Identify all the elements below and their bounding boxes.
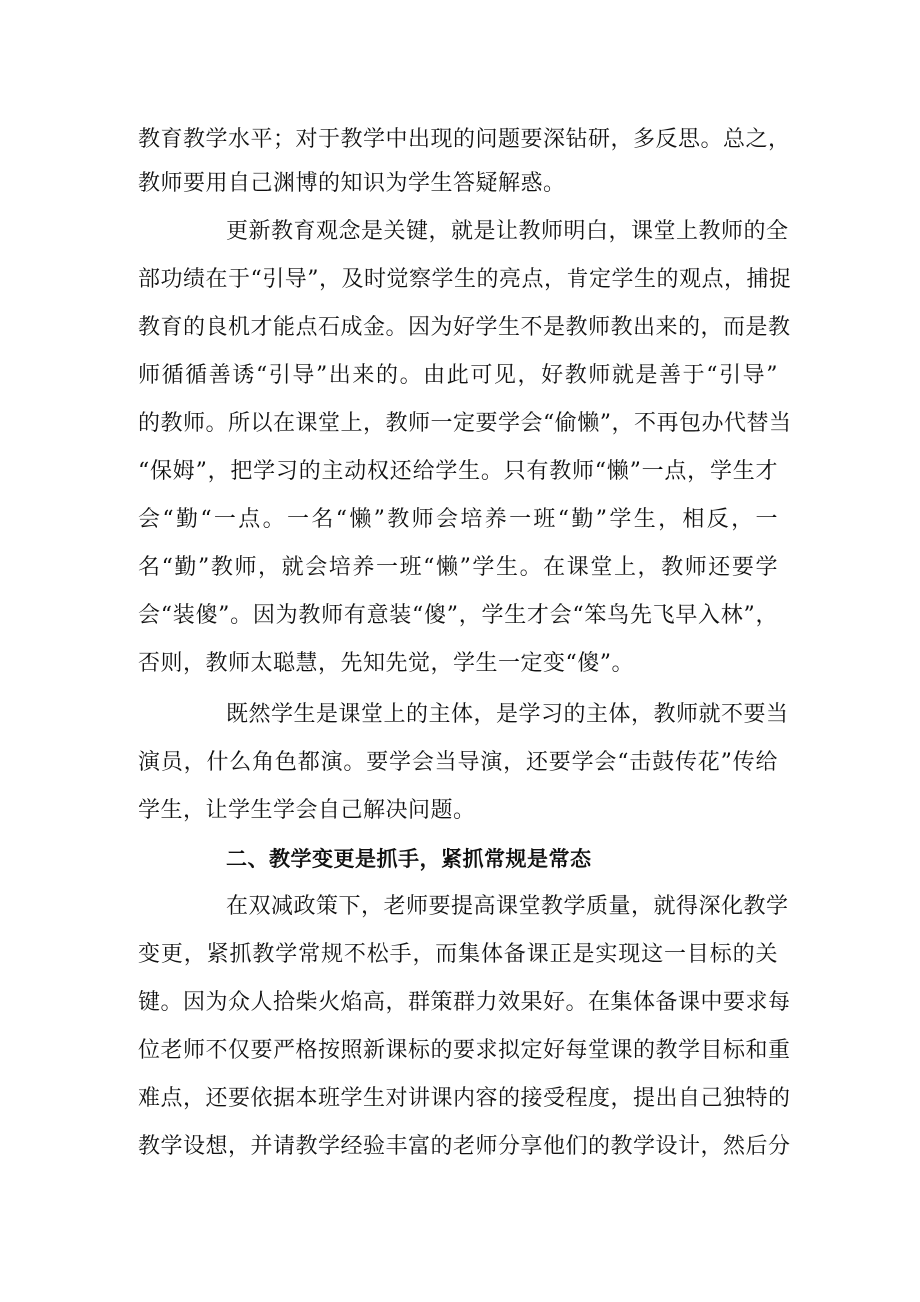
paragraph-3-line-1: 既然学生是课堂上的主体，是学习的主体，教师就不要当 [226,702,789,727]
paragraph-3-line-3: 学生，让学生学会自己解决问题。 [138,798,476,823]
paragraph-3-line-2: 演员，什么角色都演。要学会当导演，还要学会“击鼓传花”传给 [138,750,778,775]
paragraph-1-line-2: 教师要用自己渊博的知识为学生答疑解惑。 [138,171,566,196]
paragraph-2-line-9: 会“装傻”。因为教师有意装“傻”，学生才会“笨鸟先飞早入林”， [138,603,778,628]
paragraph-2-line-2: 部功绩在于“引导”，及时觉察学生的亮点，肯定学生的观点，捕捉 [138,267,792,292]
paragraph-2-line-8: 名“勤”教师，就会培养一班“懒”学生。在课堂上，教师还要学 [138,555,778,580]
paragraph-4-line-5: 难点，还要依据本班学生对讲课内容的接受程度，提出自己独特的 [138,1086,791,1111]
paragraph-2-line-10: 否则，教师太聪慧，先知先觉，学生一定变“傻”。 [138,651,634,676]
paragraph-4-line-3: 键。因为众人拾柴火焰高，群策群力效果好。在集体备课中要求每 [138,990,791,1015]
paragraph-4-line-6: 教学设想，并请教学经验丰富的老师分享他们的教学设计，然后分 [138,1134,791,1159]
paragraph-2-line-5: 的教师。所以在课堂上，教师一定要学会“偷懒”，不再包办代替当 [138,411,792,436]
paragraph-4-line-1: 在双减政策下，老师要提高课堂教学质量，就得深化教学 [226,894,789,919]
paragraph-4-line-4: 位老师不仅要严格按照新课标的要求拟定好每堂课的教学目标和重 [138,1038,791,1063]
section-heading: 二、教学变更是抓手，紧抓常规是常态 [226,847,592,871]
paragraph-2-line-3: 教育的良机才能点石成金。因为好学生不是教师教出来的，而是教 [138,315,791,340]
paragraph-2-line-1: 更新教育观念是关键，就是让教师明白，课堂上教师的全 [226,219,789,244]
paragraph-2-line-7: 会“勤“一点。一名“懒”教师会培养一班“勤”学生，相反，一 [138,507,778,532]
paragraph-2-line-4: 师循循善诱“引导”出来的。由此可见，好教师就是善于“引导” [138,363,778,388]
paragraph-1-line-1: 教育教学水平；对于教学中出现的问题要深钻研，多反思。总之， [138,127,791,152]
paragraph-4-line-2: 变更，紧抓教学常规不松手，而集体备课正是实现这一目标的关 [138,942,778,967]
paragraph-2-line-6: “保姆”，把学习的主动权还给学生。只有教师“懒”一点，学生才 [138,459,778,484]
